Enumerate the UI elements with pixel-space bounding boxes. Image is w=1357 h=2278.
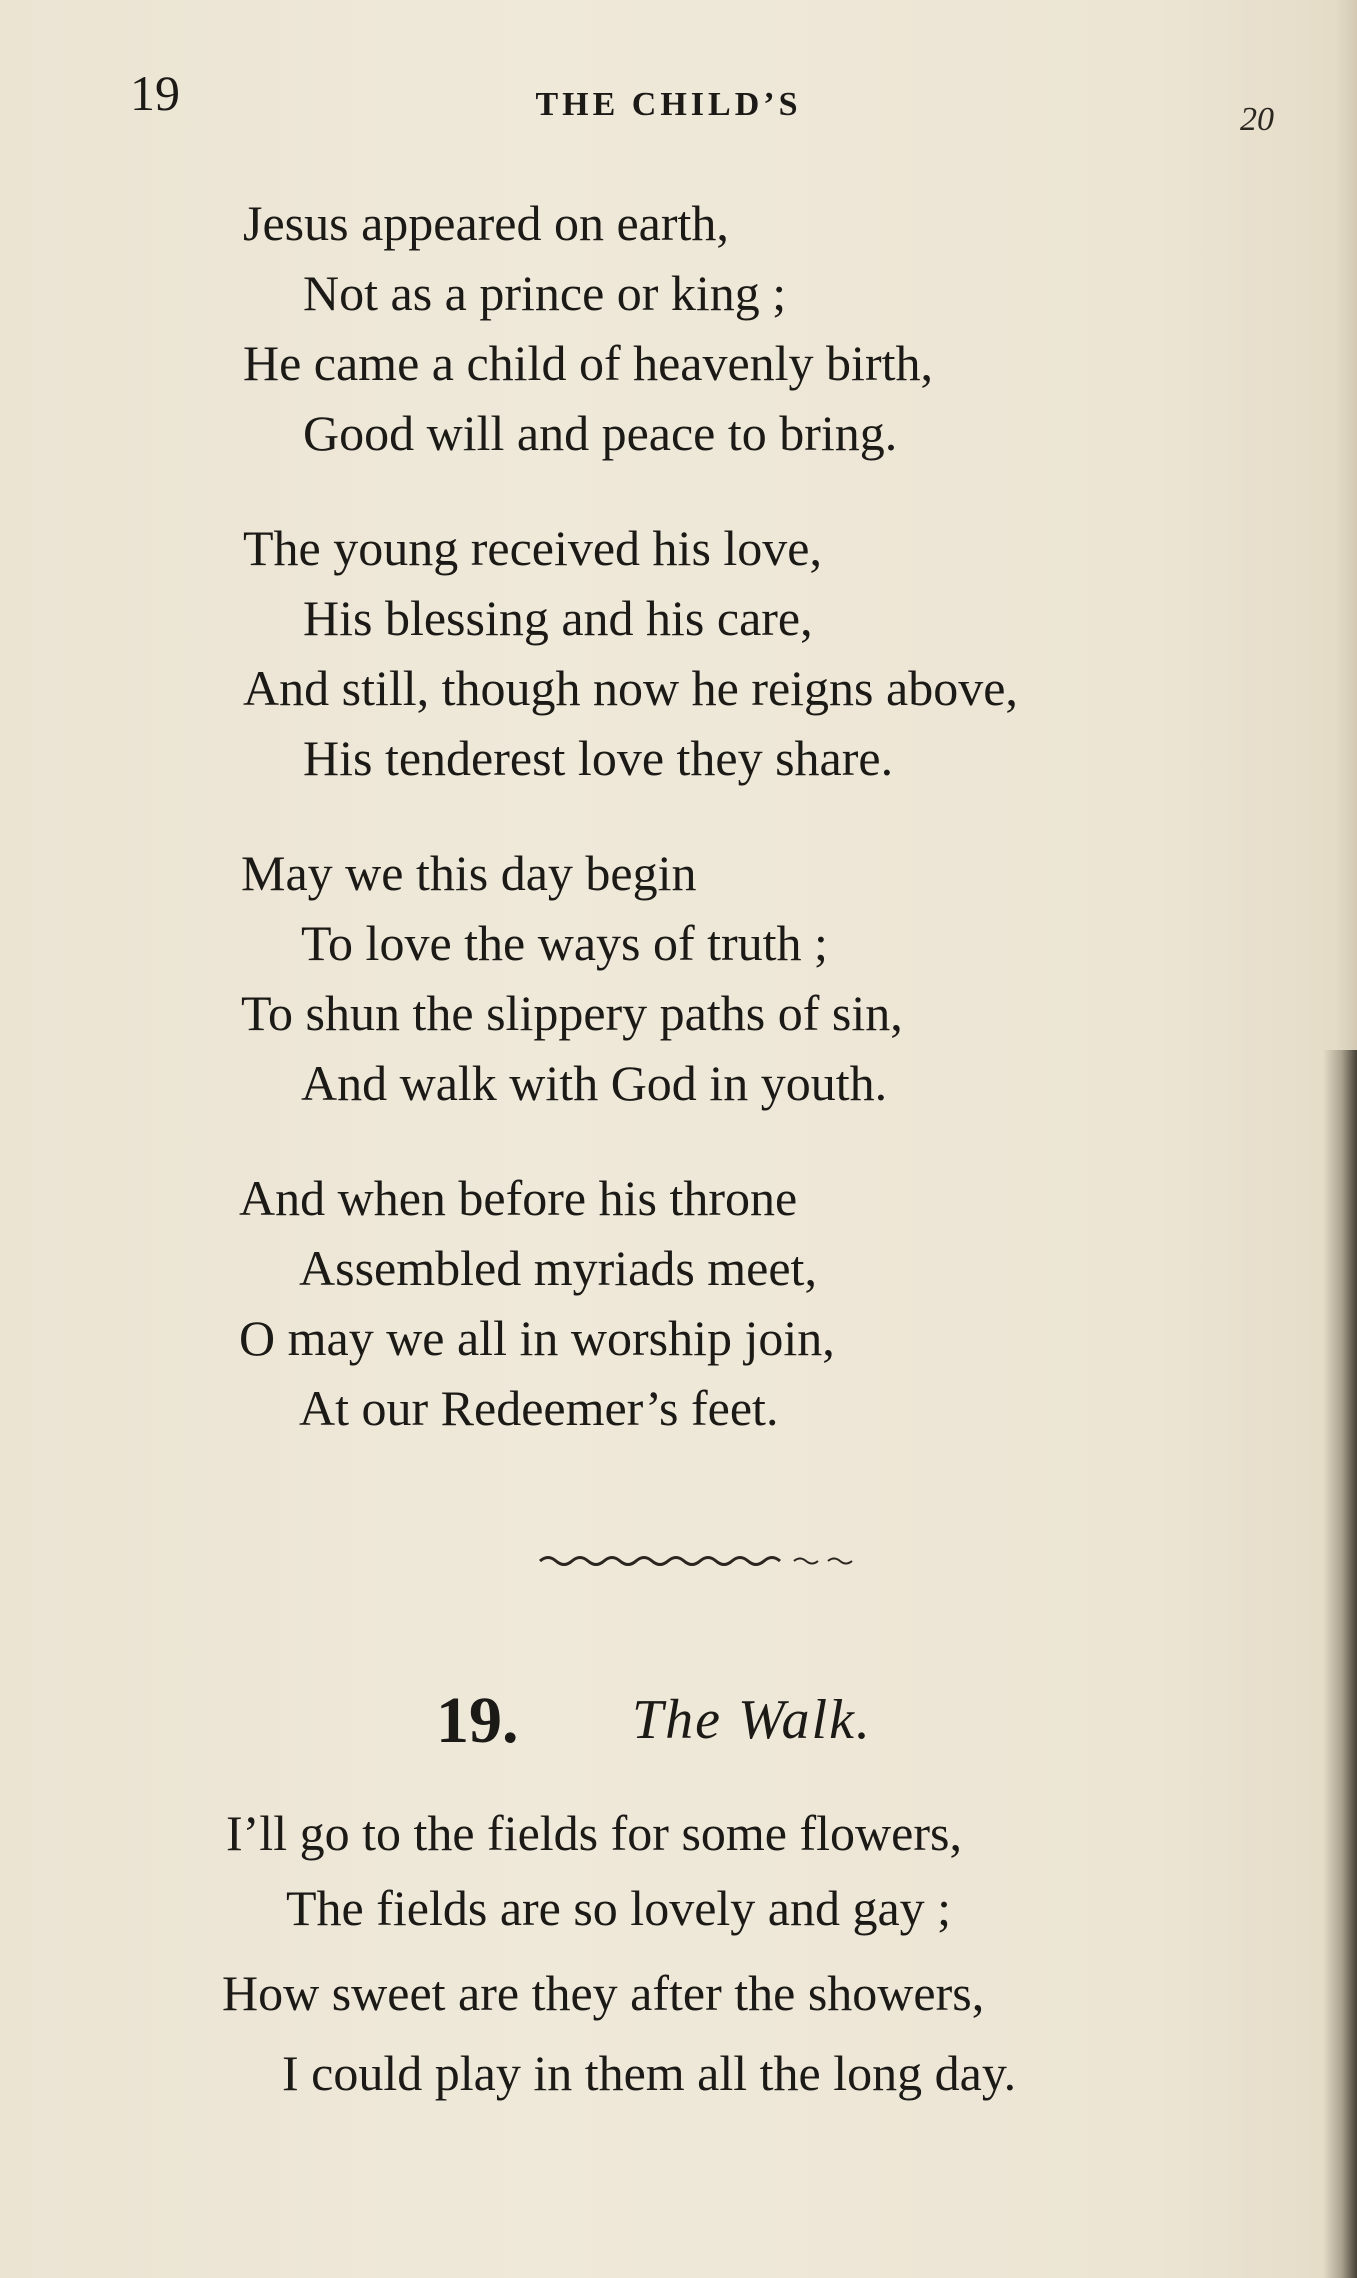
walk-line-3: How sweet are they after the showers, (222, 1965, 985, 2021)
walk-line-4: I could play in them all the long day. (282, 2045, 1017, 2101)
stanza-4-line-2: Assembled myriads meet, (299, 1240, 817, 1296)
page-edge-shadow (1323, 1050, 1357, 2278)
running-head (0, 88, 1357, 122)
stanza-2-line-1: The young received his love, (243, 520, 822, 576)
stanza-4-line-4: At our Redeemer’s feet. (299, 1380, 779, 1436)
margin-annotation: 20 (1240, 101, 1274, 138)
page-number: 19 (130, 65, 180, 121)
stanza-3-line-2: To love the ways of truth ; (301, 915, 828, 971)
stanza-3-line-1: May we this day begin (241, 845, 697, 901)
walk-line-2: The fields are so lovely and gay ; (286, 1880, 952, 1936)
page-gutter-shade (1335, 0, 1357, 1050)
stanza-4-line-3: O may we all in worship join, (239, 1310, 835, 1366)
walk-line-1: I’ll go to the fields for some flowers, (226, 1805, 962, 1861)
stanza-3-line-3: To shun the slippery paths of sin, (241, 985, 903, 1041)
hymn-title: The Walk. (632, 1689, 872, 1751)
stanza-2-line-2: His blessing and his care, (303, 590, 813, 646)
stanza-3-line-4: And walk with God in youth. (301, 1055, 888, 1111)
hymn-number: 19. (436, 1684, 519, 1757)
stanza-1-line-1: Jesus appeared on earth, (243, 195, 729, 251)
wavy-rule-ornament (538, 1552, 854, 1568)
stanza-2-line-3: And still, though now he reigns above, (243, 660, 1018, 716)
stanza-2-line-4: His tenderest love they share. (303, 730, 894, 786)
running-head-title: THE CHILD’S (535, 86, 802, 123)
stanza-1-line-2: Not as a prince or king ; (303, 265, 787, 321)
stanza-4-line-1: And when before his throne (239, 1170, 798, 1226)
stanza-1-line-3: He came a child of heavenly birth, (243, 335, 933, 391)
stanza-1-line-4: Good will and peace to bring. (303, 405, 898, 461)
